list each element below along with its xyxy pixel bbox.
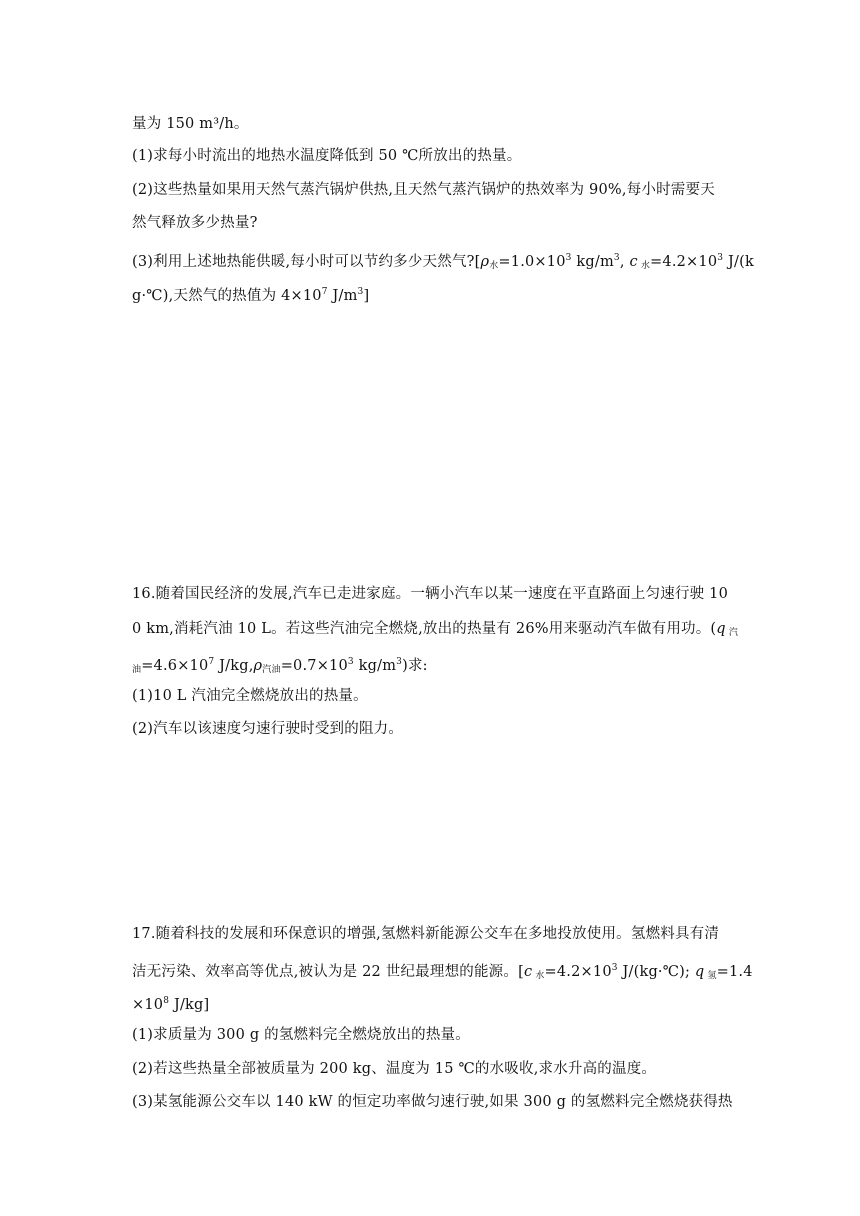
superscript: 3 <box>717 253 724 263</box>
q15-sub-question-3-cont <box>132 282 369 306</box>
c-symbol: c <box>523 964 533 980</box>
text: J/kg, <box>214 658 254 674</box>
text: J/m <box>327 288 358 304</box>
subscript: 水 <box>637 261 651 271</box>
subscript: 汽 <box>725 628 739 638</box>
superscript: 8 <box>163 996 170 1006</box>
text: =4.2×10 <box>650 254 718 270</box>
q16-stem-line-3 <box>132 652 428 680</box>
text: J/(k <box>723 254 754 270</box>
text: ×10 <box>132 997 164 1013</box>
text: ] <box>363 288 370 304</box>
text: =1.0×10 <box>498 254 566 270</box>
text: )求: <box>402 658 428 674</box>
q17-sub-question-1: (1)求质量为 300 g 的氢燃料完全燃烧放出的热量。 <box>132 1027 470 1043</box>
superscript: 3 <box>396 657 403 667</box>
superscript: 3 <box>347 657 354 667</box>
text: , <box>619 254 630 270</box>
text: g·℃),天然气的热值为 4×10 <box>132 288 322 304</box>
text: =1.4 <box>716 964 753 980</box>
superscript: 7 <box>321 287 328 297</box>
q16-stem-line-2 <box>132 619 738 643</box>
q15-sub-question-1: (1)求每小时流出的地热水温度降低到 50 ℃所放出的热量。 <box>132 148 522 164</box>
q15-sub-question-2: (2)这些热量如果用天然气蒸汽锅炉供热,且天然气蒸汽锅炉的热效率为 90%,每小时需要天 <box>132 182 715 198</box>
q17-sub-question-3: (3)某氢能源公交车以 140 kW 的恒定功率做匀速行驶,如果 300 g 的氢燃料完全燃烧获得热 <box>132 1094 733 1110</box>
text: (3)利用上述地热能供暖,每小时可以节约多少天然气?[ <box>132 254 481 270</box>
subscript: 水 <box>532 971 545 981</box>
superscript: 3 <box>357 287 364 297</box>
text: 洁无污染、效率高等优点,被认为是 22 世纪最理想的能源。[ <box>132 964 524 980</box>
text: 0 km,消耗汽油 10 L。若这些汽油完全燃烧,放出的热量有 26%用来驱动汽车做有用功。( <box>132 621 717 637</box>
text: J/kg] <box>169 997 210 1013</box>
q17-sub-question-2: (2)若这些热量全部被质量为 200 kg、温度为 15 ℃的水吸收,求水升高的温度。 <box>132 1061 657 1077</box>
superscript: 3 <box>611 963 618 973</box>
c-symbol: c <box>629 254 638 270</box>
rho-symbol: ρ <box>253 658 263 674</box>
superscript: 3 <box>565 253 572 263</box>
q16-stem-line-1: 16.随着国民经济的发展,汽车已走进家庭。一辆小汽车以某一速度在平直路面上匀速行驶 10 <box>132 586 729 602</box>
q16-sub-question-1: (1)10 L 汽油完全燃烧放出的热量。 <box>132 688 368 704</box>
q-symbol: q <box>694 964 705 980</box>
q-symbol: q <box>716 621 726 637</box>
q15-sub-question-3 <box>132 248 754 276</box>
subscript: 汽油 <box>262 665 281 675</box>
q17-stem-line-1: 17.随着科技的发展和环保意识的增强,氢燃料新能源公交车在多地投放使用。氢燃料具有清 <box>132 926 720 942</box>
subscript: 氢 <box>704 971 717 981</box>
text: =0.7×10 <box>280 658 348 674</box>
q17-stem-line-3 <box>132 991 209 1015</box>
text: =4.2×10 <box>544 964 612 980</box>
q15-line-1: 量为 150 m³/h。 <box>132 116 249 132</box>
text: J/(kg·℃); <box>617 964 695 980</box>
text: =4.6×10 <box>141 658 209 674</box>
q16-sub-question-2: (2)汽车以该速度匀速行驶时受到的阻力。 <box>132 721 404 737</box>
superscript: 3 <box>613 253 620 263</box>
q15-sub-question-2-cont: 然气释放多少热量? <box>132 215 258 231</box>
text: kg/m <box>571 254 614 270</box>
subscript: 水 <box>489 261 499 271</box>
rho-symbol: ρ <box>480 254 490 270</box>
subscript: 油 <box>132 665 142 675</box>
text: kg/m <box>353 658 397 674</box>
q17-stem-line-2 <box>132 958 753 986</box>
superscript: 7 <box>208 657 215 667</box>
